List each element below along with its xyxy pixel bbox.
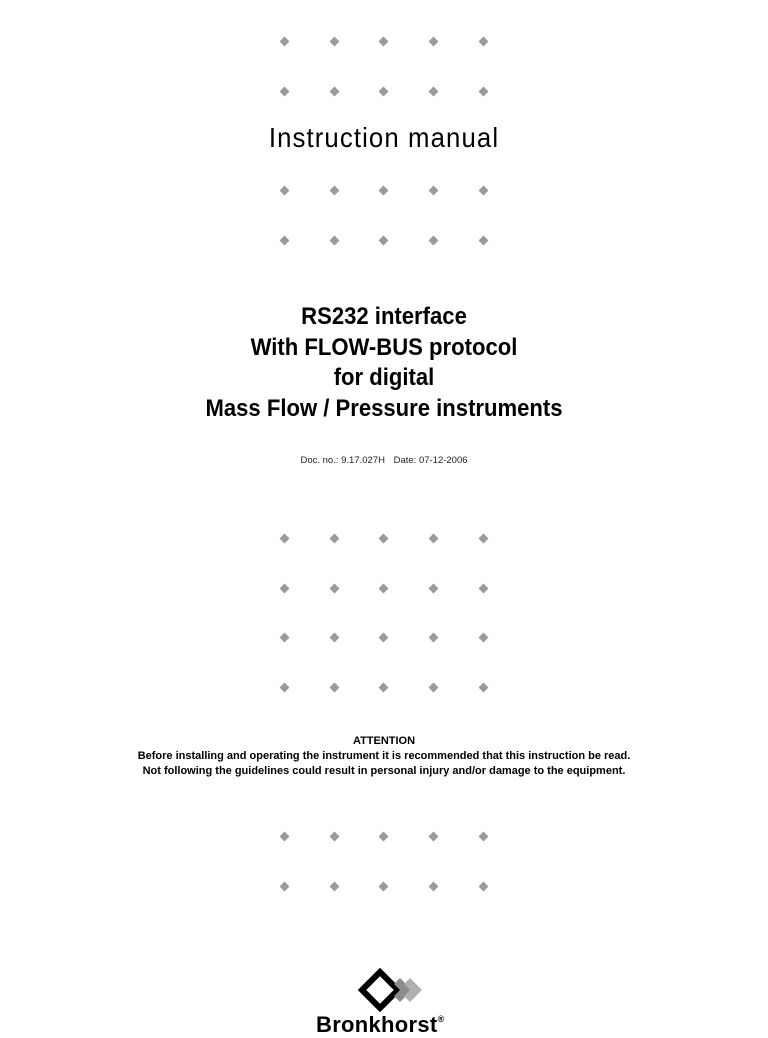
logo-name: Bronkhorst (316, 1012, 438, 1037)
diamond-dot (379, 534, 389, 544)
attention-notice (0, 734, 768, 779)
attention-line: Not following the guidelines could result in personal injury and/or damage to the equipment. (142, 765, 626, 777)
diamond-dot (330, 87, 340, 97)
dot-row (0, 36, 768, 48)
diamond-dot (379, 37, 389, 47)
diamond-dot (280, 832, 290, 842)
diamond-dot (379, 87, 389, 97)
dot-row (0, 185, 768, 197)
diamond-dot (479, 87, 489, 97)
diamond-dot (280, 236, 290, 246)
diamond-dot (429, 186, 439, 196)
company-logo (308, 968, 478, 1037)
diamond-dot (280, 882, 290, 892)
dot-row (0, 682, 768, 694)
diamond-dot (330, 37, 340, 47)
diamond-dot (429, 87, 439, 97)
diamond-dot (429, 534, 439, 544)
diamond-dot (429, 37, 439, 47)
diamond-dot (479, 236, 489, 246)
diamond-dot (479, 37, 489, 47)
product-title-line: for digital (333, 364, 435, 391)
diamond-dot (330, 683, 340, 693)
diamond-dot (330, 882, 340, 892)
diamond-dot (479, 683, 489, 693)
diamond-dot (330, 534, 340, 544)
diamond-dot (479, 832, 489, 842)
diamond-dot (280, 683, 290, 693)
diamond-dot (479, 584, 489, 594)
diamond-dot (280, 584, 290, 594)
dot-row (0, 583, 768, 595)
diamond-dot (379, 186, 389, 196)
doc-date: Date: 07-12-2006 (393, 455, 468, 466)
diamond-dot (429, 584, 439, 594)
diamond-dot (280, 37, 290, 47)
diamond-dot (429, 882, 439, 892)
product-title (0, 302, 768, 424)
diamond-dot (429, 683, 439, 693)
diamond-dot (280, 534, 290, 544)
diamond-dot (330, 186, 340, 196)
diamond-dot (330, 832, 340, 842)
diamond-dot (429, 832, 439, 842)
dot-row (0, 831, 768, 843)
registered-mark: ® (437, 1014, 445, 1024)
logo-wordmark (316, 1012, 445, 1038)
diamond-dot (379, 683, 389, 693)
diamond-dot (379, 882, 389, 892)
dot-row (0, 86, 768, 98)
diamond-dot (379, 832, 389, 842)
dot-row (0, 235, 768, 247)
diamond-dot (280, 87, 290, 97)
product-title-line: With FLOW-BUS protocol (250, 333, 518, 361)
diamond-dot (479, 186, 489, 196)
dot-row (0, 881, 768, 893)
dot-row (0, 533, 768, 545)
page-title: Instruction manual (268, 122, 500, 153)
doc-number: Doc. no.: 9.17.027H (300, 455, 385, 466)
logo-mark-icon (354, 968, 464, 1012)
diamond-dot (479, 534, 489, 544)
product-title-line: RS232 interface (301, 303, 467, 330)
attention-line: Before installing and operating the instrument it is recommended that this instruction be read. (137, 750, 631, 762)
diamond-dot (330, 236, 340, 246)
dot-row (0, 632, 768, 644)
diamond-dot (479, 633, 489, 643)
attention-heading: ATTENTION (352, 735, 416, 747)
diamond-dot (379, 633, 389, 643)
diamond-dot (280, 633, 290, 643)
product-title-line: Mass Flow / Pressure instruments (205, 394, 563, 422)
diamond-dot (330, 584, 340, 594)
diamond-dot (429, 633, 439, 643)
diamond-dot (479, 882, 489, 892)
diamond-dot (280, 186, 290, 196)
diamond-dot (379, 236, 389, 246)
document-info (0, 455, 768, 466)
diamond-dot (330, 633, 340, 643)
diamond-dot (429, 236, 439, 246)
diamond-dot (379, 584, 389, 594)
